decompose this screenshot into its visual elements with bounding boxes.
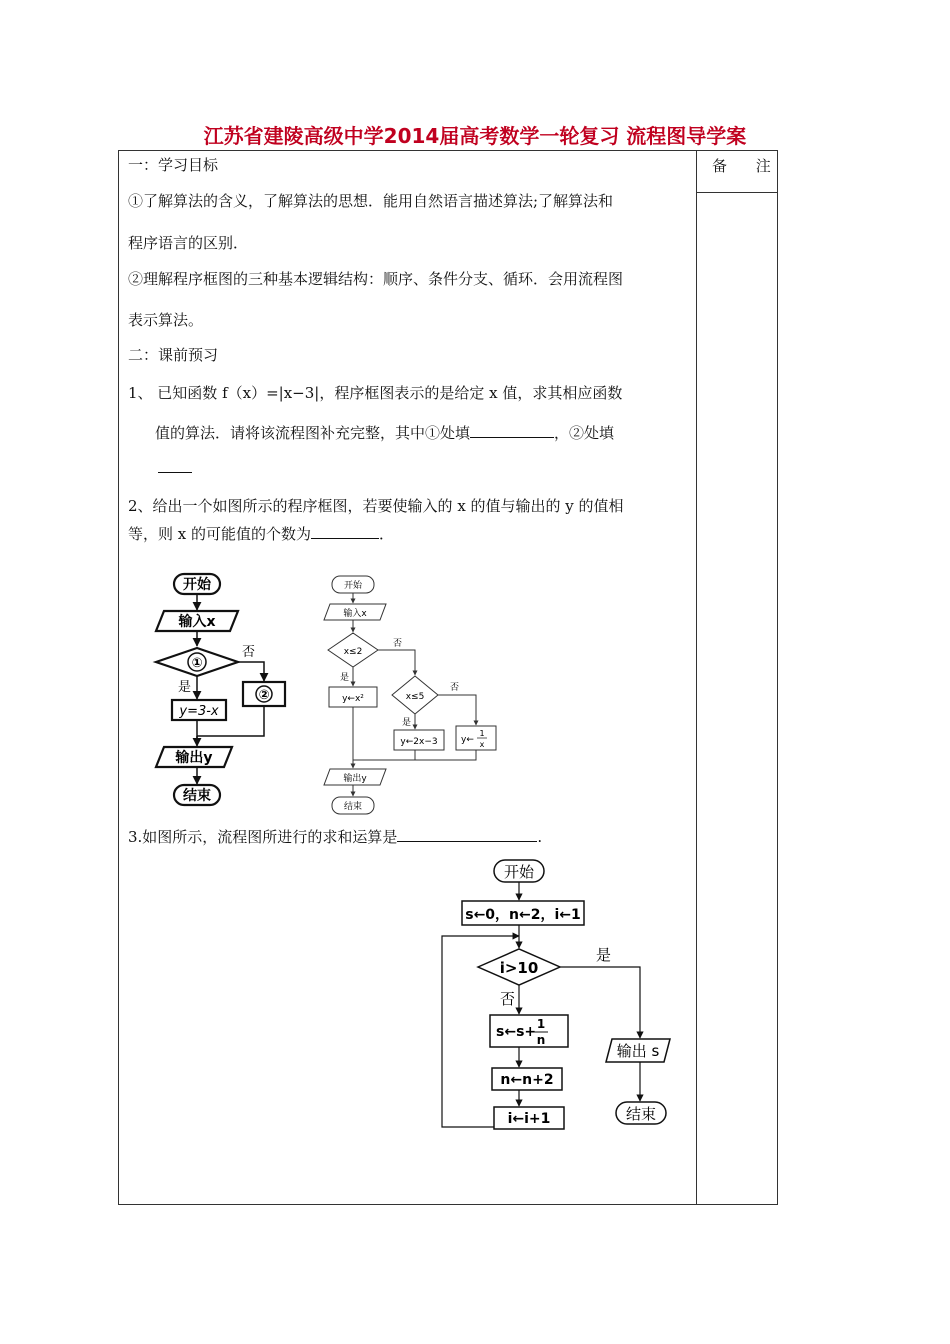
f1-no-label: 否 bbox=[242, 645, 256, 660]
q3-blank bbox=[397, 827, 537, 842]
f1-start-label: 开始 bbox=[183, 577, 211, 593]
f1-output-label: 输出y bbox=[175, 750, 213, 766]
f3-init-label: s←0，n←2，i←1 bbox=[465, 907, 581, 923]
section1-heading: 一：学习目标 bbox=[128, 156, 219, 174]
f3-i-update-box bbox=[494, 1107, 564, 1129]
flowchart-2 bbox=[318, 572, 508, 820]
f2-output-label: 输出y bbox=[343, 774, 367, 784]
f3-sum-num: 1 bbox=[536, 1017, 546, 1031]
f2-assign1-label: y←x² bbox=[342, 694, 364, 704]
f3-start-label: 开始 bbox=[503, 863, 535, 881]
f2-yes2-label: 是 bbox=[402, 718, 412, 728]
f3-output-label: 输出 s bbox=[616, 1042, 660, 1060]
f3-condition-diamond bbox=[478, 949, 560, 985]
f1-condition-label: ① bbox=[191, 656, 203, 671]
notes-column-divider bbox=[696, 150, 697, 1205]
f3-end-terminal bbox=[616, 1102, 666, 1124]
f2-end-terminal bbox=[332, 797, 374, 814]
f2-no1-label: 否 bbox=[393, 639, 403, 649]
f3-sum-prefix: s←s+ bbox=[496, 1024, 537, 1040]
f2-assign3-box bbox=[456, 726, 496, 750]
notes-header-line bbox=[697, 192, 777, 193]
f2-input-label: 输入x bbox=[343, 609, 367, 619]
f2-assign3-prefix: y← bbox=[461, 735, 474, 745]
f2-yes1-label: 是 bbox=[340, 673, 350, 683]
f2-start-label: 开始 bbox=[343, 581, 363, 591]
f1-assign-box bbox=[172, 700, 226, 720]
f1-box-2-label: ② bbox=[258, 688, 270, 703]
f2-end-label: 结束 bbox=[343, 802, 363, 812]
q1-line2-text: 值的算法．请将该流程图补充完整，其中①处填 bbox=[155, 424, 471, 442]
q1-blank-1 bbox=[470, 423, 554, 438]
f2-assign1-box bbox=[329, 687, 377, 707]
q2-line2-end: ． bbox=[379, 525, 395, 543]
q1-line2 bbox=[155, 422, 614, 443]
page-title: 江苏省建陵高级中学2014届高考数学一轮复习 流程图导学案 bbox=[203, 124, 747, 148]
f3-yes-label: 是 bbox=[596, 946, 612, 964]
q3-line bbox=[128, 826, 542, 847]
f2-condition1-diamond bbox=[328, 633, 378, 667]
f3-n-update-box bbox=[492, 1068, 562, 1090]
f1-input-label: 输入x bbox=[178, 614, 216, 630]
q3-end: . bbox=[537, 828, 543, 846]
f1-end-terminal bbox=[174, 785, 220, 805]
f1-start-terminal bbox=[174, 574, 220, 594]
f1-assign-label: y=3-x bbox=[179, 704, 219, 719]
f2-condition1-label: x≤2 bbox=[343, 647, 363, 657]
f2-assign2-label: y←2x−3 bbox=[400, 737, 438, 747]
f3-sum-box bbox=[490, 1015, 568, 1047]
f3-n-update-label: n←n+2 bbox=[500, 1072, 554, 1088]
goal1-line1: ①了解算法的含义，了解算法的思想．能用自然语言描述算法;了解算法和 bbox=[128, 192, 614, 210]
f1-output-parallelogram bbox=[156, 747, 232, 767]
f3-i-update-label: i←i+1 bbox=[507, 1111, 551, 1127]
f2-assign2-box bbox=[394, 730, 444, 750]
f1-condition-diamond bbox=[156, 648, 238, 676]
f2-condition2-diamond bbox=[392, 676, 438, 714]
f3-end-label: 结束 bbox=[625, 1105, 657, 1123]
f2-condition2-label: x≤5 bbox=[405, 692, 425, 702]
f2-no2-label: 否 bbox=[450, 683, 460, 693]
q1-line1: 1、 已知函数 f（x）=|x−3|，程序框图表示的是给定 x 值，求其相应函数 bbox=[128, 384, 623, 402]
f1-input-parallelogram bbox=[156, 611, 238, 631]
f2-start-terminal bbox=[332, 576, 374, 593]
f2-output-parallelogram bbox=[324, 769, 386, 785]
f1-end-label: 结束 bbox=[183, 788, 211, 804]
flowchart-3 bbox=[436, 852, 696, 1144]
section2-heading: 二：课前预习 bbox=[128, 346, 219, 364]
f1-yes-label: 是 bbox=[178, 680, 192, 695]
f3-output-parallelogram bbox=[606, 1039, 670, 1062]
f3-sum-den: n bbox=[536, 1033, 546, 1047]
q1-blank-2 bbox=[158, 458, 192, 473]
q1-line3 bbox=[158, 458, 192, 477]
f3-no-label: 否 bbox=[500, 990, 516, 1008]
q2-line2-text: 等，则 x 的可能值的个数为 bbox=[128, 525, 311, 543]
goal2-line2: 表示算法。 bbox=[128, 311, 204, 329]
f2-assign3-num: 1 bbox=[479, 729, 485, 738]
q3-text: 3.如图所示，流程图所进行的求和运算是 bbox=[128, 828, 398, 846]
goal1-line2: 程序语言的区别． bbox=[128, 234, 249, 252]
f3-start-terminal bbox=[494, 860, 544, 882]
f3-condition-label: i>10 bbox=[499, 959, 539, 977]
q2-line2 bbox=[128, 523, 394, 544]
goal2-line1: ②理解程序框图的三种基本逻辑结构：顺序、条件分支、循环．会用流程图 bbox=[128, 270, 624, 288]
f3-init-box bbox=[462, 901, 584, 925]
f2-assign3-den: x bbox=[479, 740, 485, 749]
f1-box-2 bbox=[243, 682, 285, 706]
q2-line1: 2、给出一个如图所示的程序框图，若要使输入的 x 的值与输出的 y 的值相 bbox=[128, 497, 624, 515]
f2-input-parallelogram bbox=[324, 604, 386, 620]
notes-column-label: 备 注 bbox=[712, 157, 783, 175]
q1-line2-end: ，②处填 bbox=[554, 424, 615, 442]
flowchart-1 bbox=[150, 568, 300, 818]
q2-blank bbox=[311, 524, 379, 539]
